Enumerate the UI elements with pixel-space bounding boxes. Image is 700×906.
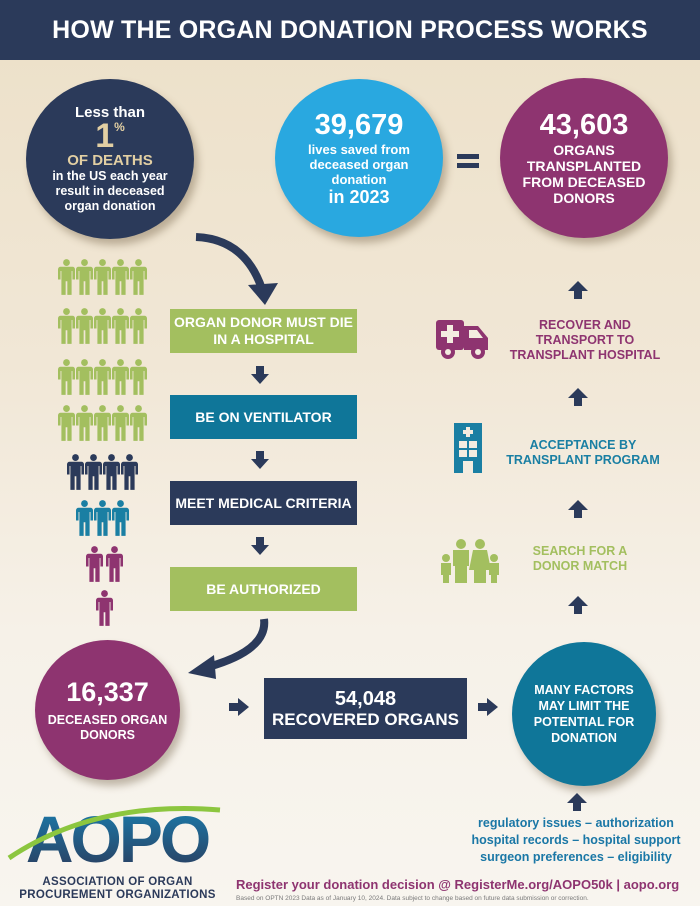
curved-arrow-left-icon xyxy=(180,615,290,680)
step-medical-criteria xyxy=(170,481,357,525)
step-1-line-1: ORGAN DONOR MUST DIE xyxy=(174,314,353,330)
factors-line-3: POTENTIAL FOR xyxy=(533,715,635,729)
transplanted-value: 43,603 xyxy=(539,109,629,141)
recovered-label: RECOVERED ORGANS xyxy=(271,709,460,729)
search-donor-match-label xyxy=(505,544,655,574)
recover-transport-label xyxy=(500,318,670,363)
lives-saved-value: 39,679 xyxy=(314,108,404,141)
recovered-value: 54,048 xyxy=(334,687,397,710)
donors-circle xyxy=(35,640,180,780)
purple-people-row xyxy=(86,546,123,626)
transplanted-circle xyxy=(500,78,668,238)
recovered-organs-box xyxy=(264,678,467,739)
lives-line-1: lives saved from xyxy=(308,141,410,157)
deaths-highlight: OF DEATHS xyxy=(67,152,153,169)
factors-list-item: hospital records – hospital support xyxy=(471,833,681,847)
hospital-building-icon xyxy=(452,423,484,473)
step-4-line-1: BE AUTHORIZED xyxy=(206,580,321,597)
right-arrow-icon xyxy=(229,698,249,716)
transplanted-line-2: TRANSPLANTED xyxy=(526,158,642,174)
lives-line-3: donation xyxy=(331,171,387,187)
donors-line-1: DECEASED ORGAN xyxy=(47,713,168,727)
up-arrow-icon xyxy=(568,388,588,406)
page-title: HOW THE ORGAN DONATION PROCESS WORKS xyxy=(52,15,648,44)
lives-year: in 2023 xyxy=(328,186,390,207)
equals-icon xyxy=(457,154,479,168)
family-icon xyxy=(438,538,502,584)
navy-people-row xyxy=(67,454,138,490)
up-arrow-icon xyxy=(568,596,588,614)
factors-circle xyxy=(512,642,656,786)
step-die-in-hospital xyxy=(170,309,357,353)
deaths-line-2: result in deceased xyxy=(55,184,165,198)
recover-line-2: TRANSPORT TO xyxy=(535,333,635,347)
deaths-prefix: Less than xyxy=(74,104,146,121)
search-line-1: SEARCH FOR A xyxy=(532,544,628,558)
transplanted-line-3: FROM DECEASED xyxy=(522,174,646,190)
transplanted-line-4: DONORS xyxy=(553,190,615,206)
step-1-line-2: IN A HOSPITAL xyxy=(213,331,314,347)
factors-line-1: MANY FACTORS xyxy=(534,683,634,697)
transplanted-line-1: ORGANS xyxy=(553,142,615,158)
lives-line-2: deceased organ xyxy=(309,156,409,172)
step-authorized xyxy=(170,567,357,611)
deaths-percent-unit: % xyxy=(114,120,125,134)
recover-line-1: RECOVER AND xyxy=(539,318,631,332)
lives-saved-circle xyxy=(275,79,443,237)
step-2-line-1: BE ON VENTILATOR xyxy=(195,408,332,425)
green-people-rows xyxy=(58,259,147,441)
donors-line-2: DONORS xyxy=(80,728,135,742)
down-arrow-icon xyxy=(251,366,269,384)
teal-people-row xyxy=(76,500,129,536)
factors-list-item: regulatory issues – authorization xyxy=(478,816,674,830)
ambulance-icon xyxy=(434,320,494,360)
acceptance-line-2: TRANSPLANT PROGRAM xyxy=(506,453,660,467)
up-arrow-icon xyxy=(568,500,588,518)
factors-list-item: surgeon preferences – eligibility xyxy=(480,850,672,864)
up-arrow-icon xyxy=(568,281,588,299)
aopo-logo[interactable] xyxy=(5,800,230,906)
logo-line-2: PROCUREMENT ORGANIZATIONS xyxy=(19,889,216,901)
search-line-2: DONOR MATCH xyxy=(532,559,628,573)
up-arrow-icon xyxy=(567,793,587,811)
acceptance-line-1: ACCEPTANCE BY xyxy=(529,438,637,452)
aopo-logomark-icon xyxy=(5,800,230,868)
factors-list xyxy=(452,815,700,866)
logo-line-1: ASSOCIATION OF ORGAN xyxy=(42,876,193,888)
down-arrow-icon xyxy=(251,451,269,469)
header-banner xyxy=(0,0,700,60)
register-cta-link[interactable]: Register your donation decision @ RegisterMe.org/AOPO50k | aopo.org xyxy=(236,877,680,892)
step-ventilator xyxy=(170,395,357,439)
data-source-note: Based on OPTN 2023 Data as of January 10, 2024. Data subject to change based on future data submission or correction. xyxy=(236,895,589,902)
donors-value: 16,337 xyxy=(66,677,149,707)
people-pictogram xyxy=(50,252,160,627)
factors-line-2: MAY LIMIT THE xyxy=(538,699,630,713)
acceptance-label xyxy=(498,438,668,468)
deaths-line-1: in the US each year xyxy=(52,169,168,183)
right-arrow-icon xyxy=(478,698,498,716)
deaths-line-3: organ donation xyxy=(64,199,156,213)
curved-arrow-down-icon xyxy=(190,225,300,315)
factors-line-4: DONATION xyxy=(551,731,617,745)
recover-line-3: TRANSPLANT HOSPITAL xyxy=(509,348,661,362)
down-arrow-icon xyxy=(251,537,269,555)
deaths-stat-circle xyxy=(26,79,194,239)
step-3-line-1: MEET MEDICAL CRITERIA xyxy=(175,494,352,511)
logo-mark-text: AOPO xyxy=(25,802,209,868)
deaths-percent-value: 1 xyxy=(95,117,115,155)
